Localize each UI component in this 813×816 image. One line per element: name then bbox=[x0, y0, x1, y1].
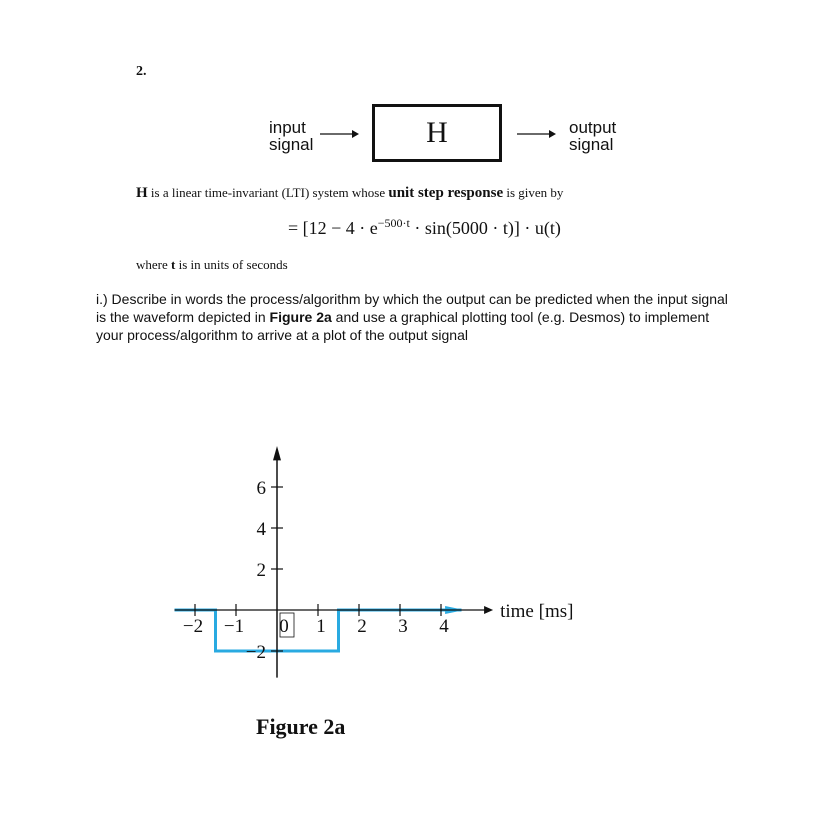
x-tick-label: −1 bbox=[223, 616, 245, 637]
system-symbol: H bbox=[136, 185, 148, 201]
step-response-phrase: unit step response bbox=[388, 185, 504, 201]
figure-caption: Figure 2a bbox=[256, 714, 346, 739]
x-tick-label: 2 bbox=[357, 616, 367, 637]
figure-ref: Figure 2a bbox=[269, 309, 332, 325]
system-block bbox=[372, 104, 502, 162]
input-signal-label: input signal bbox=[269, 118, 314, 154]
figure-2a-chart bbox=[150, 440, 590, 700]
x-tick-label: 4 bbox=[439, 616, 449, 637]
y-tick-label: 2 bbox=[256, 560, 266, 581]
y-tick-label: −2 bbox=[245, 642, 266, 663]
output-signal-label: output signal bbox=[569, 118, 617, 154]
question-i: i.) Describe in words the process/algorithm by which the output can be predicted when the input signal is the waveform depicted in Figure 2a and use a graphical plotting tool (e.g. Desmos) to implement your process/algorithm to arrive at a plot of the output signal bbox=[96, 291, 728, 343]
x-tick-label: 3 bbox=[398, 616, 408, 637]
input-arrow bbox=[318, 128, 360, 140]
x-tick-label: 1 bbox=[316, 616, 326, 637]
y-tick-label: 4 bbox=[256, 519, 266, 540]
units-note: where t is in units of seconds bbox=[136, 257, 288, 272]
system-description: H is a linear time-invariant (LTI) system whose unit step response is given by bbox=[136, 185, 564, 201]
x-axis-arrowhead bbox=[484, 606, 493, 614]
question-number: 2. bbox=[136, 64, 147, 79]
x-axis-label: time [ms] bbox=[500, 601, 574, 622]
step-response-equation: = $[12 - 4 \cdot e^{-500\cdot t} \cdot \sin(5000 \cdot t)] \cdot u(t)$ bbox=[288, 216, 561, 238]
y-tick-label: 6 bbox=[256, 478, 266, 499]
system-label: H bbox=[426, 116, 448, 149]
y-axis-arrowhead bbox=[273, 446, 281, 460]
output-arrow bbox=[515, 128, 557, 140]
x-tick-label: −2 bbox=[182, 616, 204, 637]
x-tick-label: 0 bbox=[279, 616, 289, 637]
